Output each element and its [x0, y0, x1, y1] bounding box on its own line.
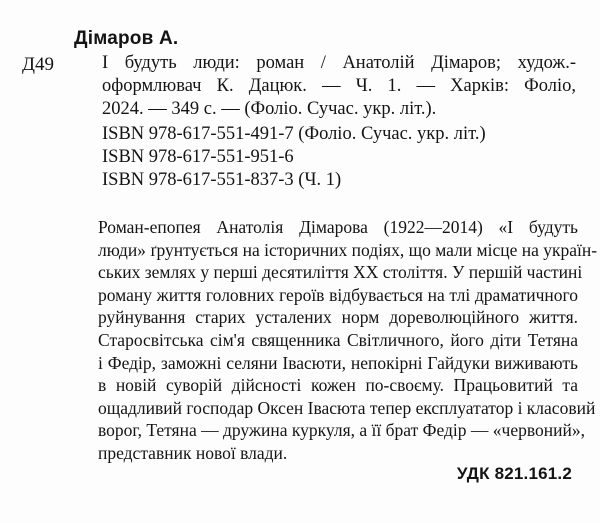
annotation-line: в новій суворій дійсності кожен по-своєму. Працьовитий та	[98, 375, 578, 396]
annotation-line: люди» ґрунтується на історичних подіях, що мали місце на україн-	[98, 239, 598, 260]
annotation-line: ських землях у перші десятиліття XX століття. У першій частині	[98, 262, 583, 283]
description-line: оформлювач К. Дацюк. — Ч. 1. — Харків: Фоліо,	[102, 76, 576, 96]
description-line: 2024. — 349 с. — (Фоліо. Сучас. укр. літ.).	[102, 99, 437, 119]
annotation-line: і Федір, заможні селяни Івасюти, непокірні Гайдуки виживають	[98, 352, 578, 373]
isbn-list	[102, 123, 486, 192]
annotation-line: руйнування старих усталених норм дореволюційного життя.	[98, 307, 578, 328]
isbn-entry: ISBN 978-617-551-837-3 (Ч. 1)	[102, 170, 342, 190]
isbn-entry: ISBN 978-617-551-951-6	[102, 147, 294, 167]
author-heading: Дімаров А.	[74, 28, 179, 49]
isbn-entry: ISBN 978-617-551-491-7 (Фоліо. Сучас. укр. літ.)	[102, 124, 486, 144]
annotation-line: ощадливий господар Оксен Івасюта тепер експлуататор і класовий	[98, 397, 596, 418]
description-line: І будуть люди: роман / Анатолій Дімаров; худож.-	[102, 53, 576, 73]
annotation-line: представник нової влади.	[98, 442, 288, 463]
bibliographic-description	[102, 52, 576, 121]
annotation-paragraph	[98, 216, 598, 465]
shelf-index: Д49	[22, 54, 54, 75]
annotation-line: Старосвітська сім'я священника Світличного, його діти Тетяна	[98, 329, 578, 350]
annotation-line: роману життя головних героїв відбувається на тлі драматичного	[98, 284, 578, 305]
udc-code: УДК 821.161.2	[456, 464, 572, 483]
annotation-line: ворог, Тетяна — дружина куркуля, а її брат Федір — «червоний»,	[98, 420, 585, 441]
annotation-line: Роман-епопея Анатолія Дімарова (1922—2014) «І будуть	[98, 217, 578, 237]
